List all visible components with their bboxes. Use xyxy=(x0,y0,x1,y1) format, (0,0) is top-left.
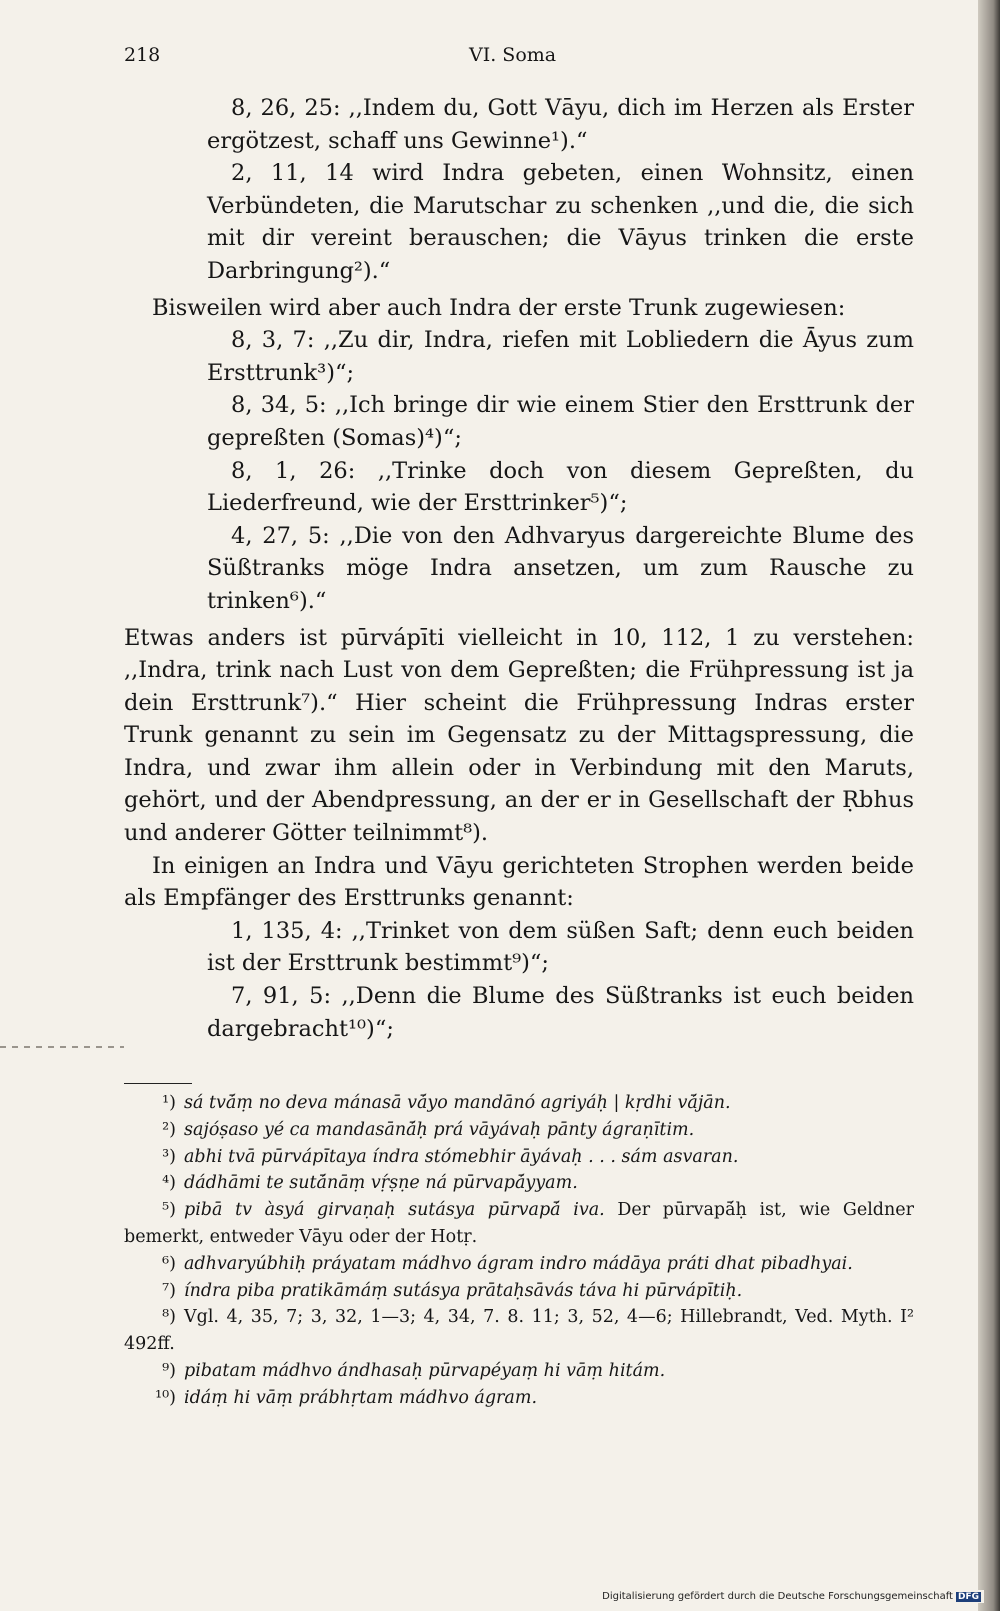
quote-1-135-4: 1, 135, 4: ,,Trinket von dem süßen Saft; denn euch beiden ist der Ersttrunk bestimmt⁹)“; xyxy=(207,917,914,977)
footnote: ⁵) pibā tv àsyá girvaṇaḥ sutásya pūrvapā́ iva. Der pūrvapā́ḥ ist, wie Geldner bemerkt, entweder Vāyu oder der Hotṛ. xyxy=(124,1200,914,1247)
footnote: ¹) sá tvā́ṃ no deva mánasā vā́yo mandānó agriyáḥ | kṛdhi vā́jān. xyxy=(162,1093,731,1113)
paragraph-in-einigen: In einigen an Indra und Vāyu gerichteten Strophen werden beide als Empfänger des Ersttrunks genannt: xyxy=(124,852,914,912)
footnote: ⁷) índra piba pratikāmáṃ sutásya prātaḥsāvás táva hi pūrvápītiḥ. xyxy=(162,1280,743,1301)
quote-8-26-25: 8, 26, 25: ,,Indem du, Gott Vāyu, dich im Herzen als Erster ergötzest, schaff uns Gewinne¹).“ xyxy=(207,95,914,154)
footnote-rule xyxy=(124,1083,192,1084)
footnote: ³) abhi tvā pūrvápītaya índra stómebhir āyávaḥ . . . sám asvaran. xyxy=(162,1146,739,1167)
digitization-credit: Digitalisierung gefördert durch die Deutsche Forschungsgemeinschaft DFG xyxy=(599,1590,984,1603)
page-edge-shadow xyxy=(978,0,1000,1611)
footnotes xyxy=(124,1090,914,1412)
quote-7-91-5: 7, 91, 5: ,,Denn die Blume des Süßtranks ist euch beiden dargebracht¹⁰)“; xyxy=(207,983,914,1042)
footnote: ⁶) adhvaryúbhiḥ práyatam mádhvo ágram indro mádāya práti dhat pibadhyai. xyxy=(162,1253,853,1274)
footnote: ⁸) Vgl. 4, 35, 7; 3, 32, 1—3; 4, 34, 7. 8. 11; 3, 52, 4—6; Hillebrandt, Ved. Myth. I² 492ff. xyxy=(124,1307,914,1355)
chapter-title: VI. Soma xyxy=(469,44,557,66)
scan-artifact-line xyxy=(0,1046,124,1048)
footnote: ²) sajóṣaso yé ca mandasānā́ḥ prá vāyávaḥ pānty ágraṇītim. xyxy=(162,1119,695,1140)
quote-8-34-5: 8, 34, 5: ,,Ich bringe dir wie einem Stier den Ersttrunk der gepreßten (Somas)⁴)“; xyxy=(207,392,914,451)
dfg-logo: DFG xyxy=(957,1592,979,1602)
paragraph-bisweilen: Bisweilen wird aber auch Indra der erste Trunk zugewiesen: xyxy=(152,294,846,321)
footnote: ⁴) dádhāmi te sutā́nāṃ vṛ́ṣṇe ná pūrvapā́yyam. xyxy=(162,1173,578,1194)
quote-8-3-7: 8, 3, 7: ,,Zu dir, Indra, riefen mit Lobliedern die Āyus zum Ersttrunk³)“; xyxy=(207,327,914,386)
footnote: ¹⁰) idáṃ hi vāṃ prábhṛtam mádhvo ágram. xyxy=(155,1387,538,1408)
quote-2-11-14: 2, 11, 14 wird Indra gebeten, einen Wohnsitz, einen Verbündeten, die Marutschar zu schenken ,,und die, die sich mit dir vereint berauschen; die Vāyus trinken die erste Darbringung²).“ xyxy=(207,160,914,284)
main-text xyxy=(124,92,914,1045)
page-number: 218 xyxy=(124,44,161,66)
quote-8-1-26: 8, 1, 26: ,,Trinke doch von diesem Gepreßten, du Liederfreund, wie der Ersttrinker⁵)“; xyxy=(207,457,914,517)
quote-4-27-5: 4, 27, 5: ,,Die von den Adhvaryus dargereichte Blume des Süßtranks möge Indra ansetzen, um zum Rausche zu trinken⁶).“ xyxy=(207,522,914,614)
footnote: ⁹) pibatam mádhvo ándhasaḥ pūrvapéyaṃ hi vāṃ hitám. xyxy=(162,1360,666,1381)
paragraph-etwas-anders: Etwas anders ist pūrvápīti vielleicht in 10, 112, 1 zu verstehen: ,,Indra, trink nach Lust von dem Gepreßten; die Frühpressung ist ja dein Ersttrunk⁷).“ Hier scheint die Frühpressung Indras erster Trunk genannt zu sein im Gegensatz zu der Mittagspressung, die Indra, und zwar ihm allein oder in Verbindung mit den Maruts, gehört, und der Abendpressung, an der er in Gesellschaft der Ṛbhus und anderer Götter teilnimmt⁸). xyxy=(124,624,914,847)
